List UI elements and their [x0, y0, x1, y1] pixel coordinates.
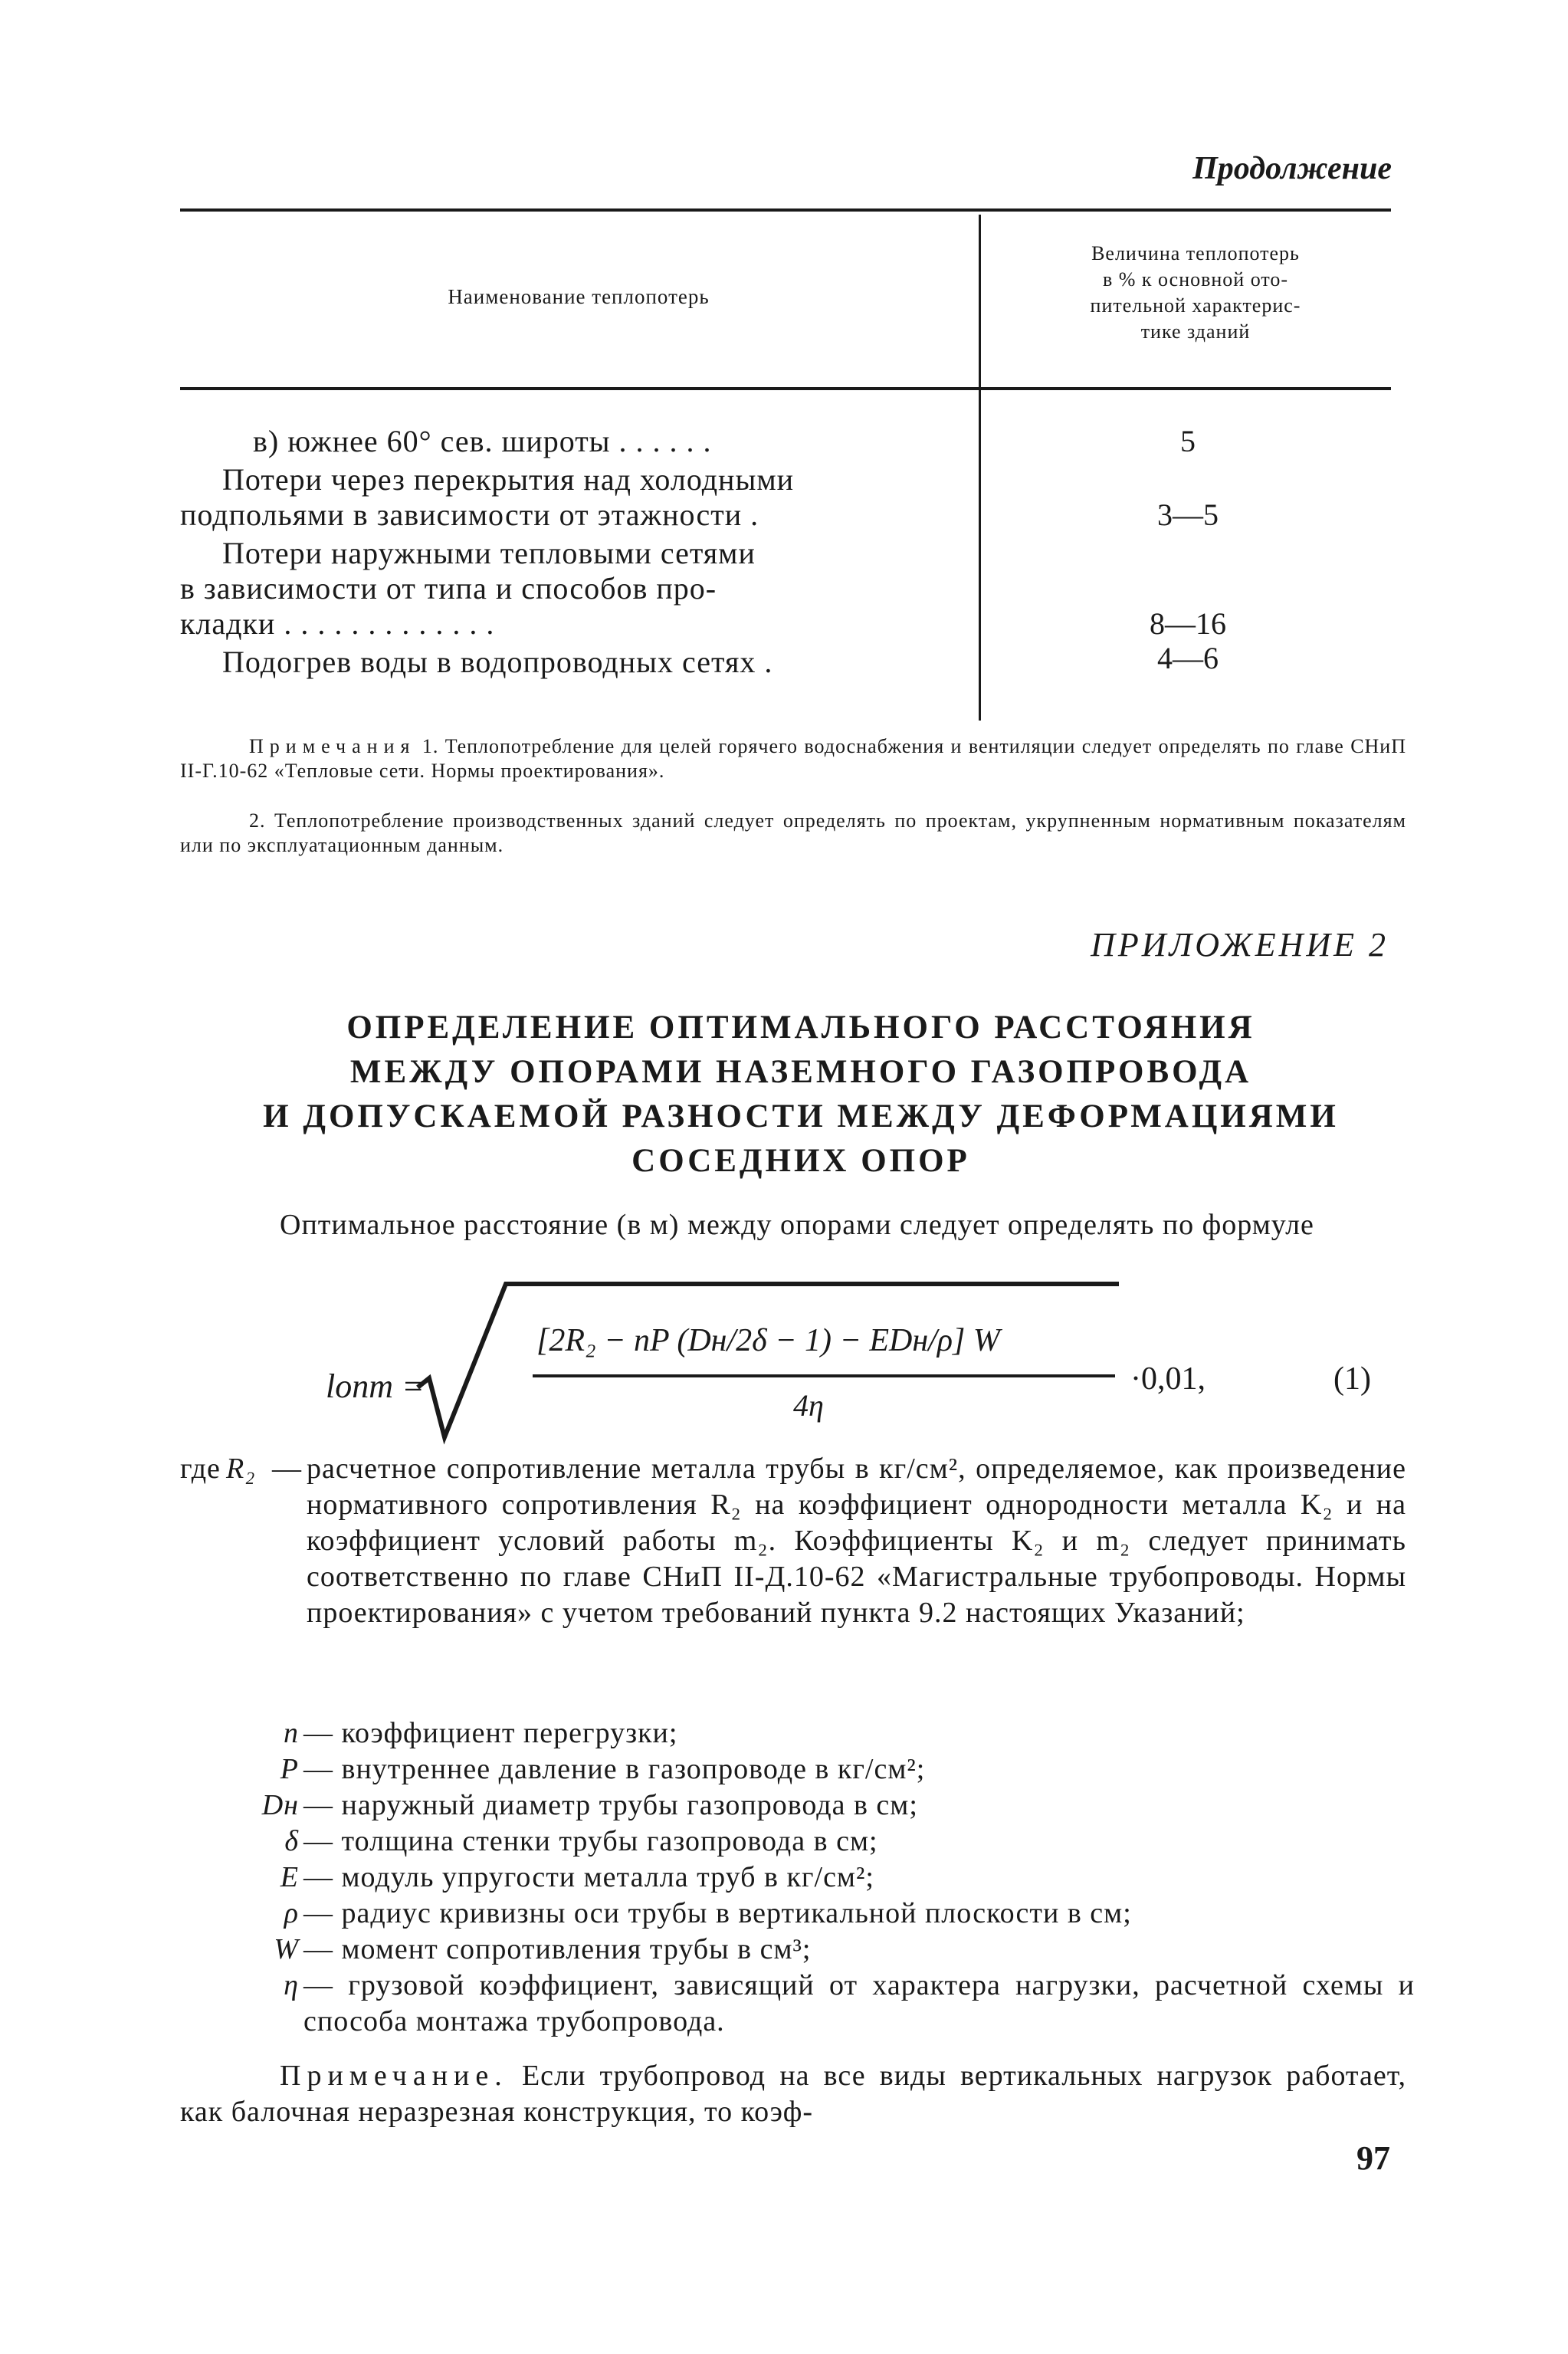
- symbol-desc: коэффициент перегрузки;: [341, 1717, 678, 1749]
- table-notes-2: [180, 809, 1406, 858]
- final-note-text: Если трубопровод на все виды вертикальных нагрузок работает, как балочная неразрезная конструкция, то коэф-: [180, 2060, 1406, 2128]
- table-header-name: Наименование теплопотерь: [448, 285, 710, 308]
- header-value-line: пительной характерис-: [1090, 294, 1301, 317]
- symbol-definition: η — грузовой коэффициент, зависящий от характера нагрузки, расчетной схемы и способа монтажа трубопровода.: [230, 1968, 1410, 2044]
- symbol: η: [284, 1969, 299, 2001]
- symbol: R₂: [226, 1453, 256, 1485]
- symbol-desc: модуль упругости металла труб в кг/см²;: [341, 1861, 874, 1893]
- symbol-desc: толщина стенки трубы газопровода в см;: [341, 1825, 878, 1857]
- header-value-line: тике зданий: [1140, 320, 1251, 343]
- where-label: где: [180, 1453, 221, 1485]
- header-value-line: Величина теплопотерь: [1091, 242, 1300, 264]
- symbol-desc: момент сопротивления трубы в см³;: [341, 1933, 812, 1965]
- formula-tail: ·0,01,: [1130, 1361, 1206, 1397]
- final-note-label: Примечание.: [280, 2060, 508, 2092]
- symbol-definition: где R₂ — расчетное сопротивление металла трубы в кг/см², определяемое, как произведение нормативного сопротивления R₂ на коэффициент однородности металла K₂ и на коэффициент условий работы m₂. Коэффициенты K₂ и m₂ следует принимать соответственно по главе СНиП II-Д.10-62 «Магистральные трубопроводы. Нормы проектирования» с учетом требований пункта 9.2 настоящих Указаний;: [180, 1451, 1360, 1811]
- table-row-text: подпольями в зависимости от этажности .: [180, 497, 759, 532]
- table-row-text: кладки . . . . . . . . . . . . .: [180, 606, 495, 641]
- table-row-value: 8—16: [1150, 606, 1226, 641]
- table-row-text: в зависимости от типа и способов про-: [180, 571, 717, 606]
- heading-line: МЕЖДУ ОПОРАМИ НАЗЕМНОГО ГАЗОПРОВОДА: [349, 1054, 1252, 1090]
- section-heading: [230, 1006, 1372, 1184]
- table-row-text: Потери через перекрытия над холодными: [222, 462, 795, 497]
- table-row-value: 3—5: [1157, 497, 1219, 532]
- symbol-desc: грузовой коэффициент, зависящий от характера нагрузки, расчетной схемы и способа монтажа трубопровода.: [303, 1969, 1415, 2037]
- formula-numerator: [2R₂ − nP (Dн/2δ − 1) − EDн/ρ] W: [536, 1323, 1000, 1358]
- formula-lhs: lопт =: [326, 1367, 425, 1405]
- table-notes: [180, 734, 1406, 783]
- document-page: Продолжение Наименование теплопотерь Величина теплопотерь в % к основной ото- пительной характерис- тике зданий в) южнее 60° сев. широты . . . . . . 5 Потери через перекрытия над холодными подпольями в зависимости от этажности . 3—5 Потери наружными тепловыми сетями в зависимости от типа и способов про- кладки . . . . . . . . . . . . . 8—16 Подогрев воды в водопроводных сетях . 4—6 Примечания 1. Теплопотребление для целей горячего водоснабжения и вентиляции следует определять по главе СНиП II-Г.10-62 «Тепловые сети. Нормы проектирования». 2. Теплопотребление производственных зданий следует определять по проектам, укрупненным нормативным показателям или по эксплуатационным данным. ПРИЛОЖЕНИЕ 2 ОПРЕДЕЛЕНИЕ ОПТИМАЛЬНОГО РАССТОЯНИЯ МЕЖДУ ОПОРАМИ НАЗЕМНОГО ГАЗОПРОВОДА И ДОПУСКАЕМОЙ РАЗНОСТИ МЕЖДУ ДЕФОРМАЦИЯМИ СОСЕДНИХ ОПОР Оптимальное расстояние (в м) между опорами следует определять по формуле lопт = [2R₂ − nP (Dн/2δ − 1) − EDн/ρ] W 4η ·0,01, (1) где R₂ — расчетное сопротивление металла трубы в кг/см², определяемое, как произведение нормативного сопротивления R₂ на коэффициент однородности металла K₂ и на коэффициент условий работы m₂. Коэффициенты K₂ и m₂ следует принимать соответственно по главе СНиП II-Д.10-62 «Магистральные трубопроводы. Нормы проектирования» с учетом требований пункта 9.2 настоящих Указаний; n — коэффициент перегрузки; P — внутреннее давление в газопроводе в кг/см²; Dн — наружный диаметр трубы газопровода в см; δ — толщина стенки трубы газопровода в см; E — модуль упругости металла труб в кг/см²; ρ — радиус кривизны оси трубы в вертикальной плоскости в см; W — момент сопротивления трубы в см³; η — грузовой коэффициент, зависящий от характера нагрузки, расчетной схемы и способа монтажа трубопровода. Примечание. Если трубопровод на все виды вертикальных нагрузок работает, как балочная неразрезная конструкция, то коэф- 97: [0, 0, 1568, 2354]
- symbol-desc: расчетное сопротивление металла трубы в кг/см², определяемое, как произведение нормативного сопротивления R₂ на коэффициент однородности металла K₂ и на коэффициент условий работы m₂. Коэффициенты K₂ и m₂ следует принимать соответственно по главе СНиП II-Д.10-62 «Магистральные трубопроводы. Нормы проектирования» с учетом требований пункта 9.2 настоящих Указаний;: [307, 1453, 1406, 1629]
- header-value-line: в % к основной ото-: [1102, 268, 1289, 291]
- table-column-divider: [979, 215, 981, 721]
- note-1: 1. Теплопотребление для целей горячего водоснабжения и вентиляции следует определять по главе СНиП II-Г.10-62 «Тепловые сети. Нормы проектирования».: [180, 735, 1406, 782]
- symbol-desc: радиус кривизны оси трубы в вертикальной плоскости в см;: [341, 1897, 1132, 1929]
- table-row-text: в) южнее 60° сев. широты . . . . . .: [253, 424, 712, 458]
- table-row-value: 4—6: [1157, 641, 1219, 675]
- heading-line: ОПРЕДЕЛЕНИЕ ОПТИМАЛЬНОГО РАССТОЯНИЯ: [346, 1010, 1255, 1046]
- page-number: 97: [1356, 2139, 1390, 2177]
- formula-denominator: 4η: [793, 1388, 824, 1423]
- symbol-desc: наружный диаметр трубы газопровода в см;: [341, 1789, 918, 1821]
- symbol: ρ: [284, 1897, 299, 1929]
- formula-number: (1): [1333, 1361, 1371, 1397]
- intro-paragraph: [180, 1207, 1406, 1243]
- table-row-value: 5: [1180, 424, 1196, 458]
- formula-block: [0, 1280, 1568, 1456]
- table-row-text: Потери наружными тепловыми сетями: [222, 536, 756, 570]
- symbol: n: [284, 1717, 299, 1749]
- heading-line: СОСЕДНИХ ОПОР: [631, 1143, 970, 1179]
- symbol: P: [280, 1753, 299, 1785]
- table-header-rule: [180, 387, 1391, 390]
- notes-label: Примечания: [249, 735, 416, 757]
- heading-line: И ДОПУСКАЕМОЙ РАЗНОСТИ МЕЖДУ ДЕФОРМАЦИЯМИ: [263, 1098, 1339, 1134]
- intro-text: Оптимальное расстояние (в м) между опорами следует определять по формуле: [280, 1209, 1314, 1241]
- continuation-label: Продолжение: [1192, 151, 1392, 186]
- table-header-value: [996, 241, 1395, 345]
- appendix-label: ПРИЛОЖЕНИЕ 2: [1091, 926, 1389, 964]
- symbol: E: [280, 1861, 299, 1893]
- final-note: [180, 2058, 1406, 2130]
- symbol: δ: [284, 1825, 299, 1857]
- table-row-text: Подогрев воды в водопроводных сетях .: [222, 645, 773, 679]
- symbol: Dн: [261, 1789, 299, 1821]
- symbol-desc: внутреннее давление в газопроводе в кг/см²;: [341, 1753, 926, 1785]
- symbol: W: [274, 1933, 299, 1965]
- table-top-rule: [180, 208, 1391, 212]
- note-2: 2. Теплопотребление производственных зданий следует определять по проектам, укрупненным нормативным показателям или по эксплуатационным данным.: [180, 809, 1406, 856]
